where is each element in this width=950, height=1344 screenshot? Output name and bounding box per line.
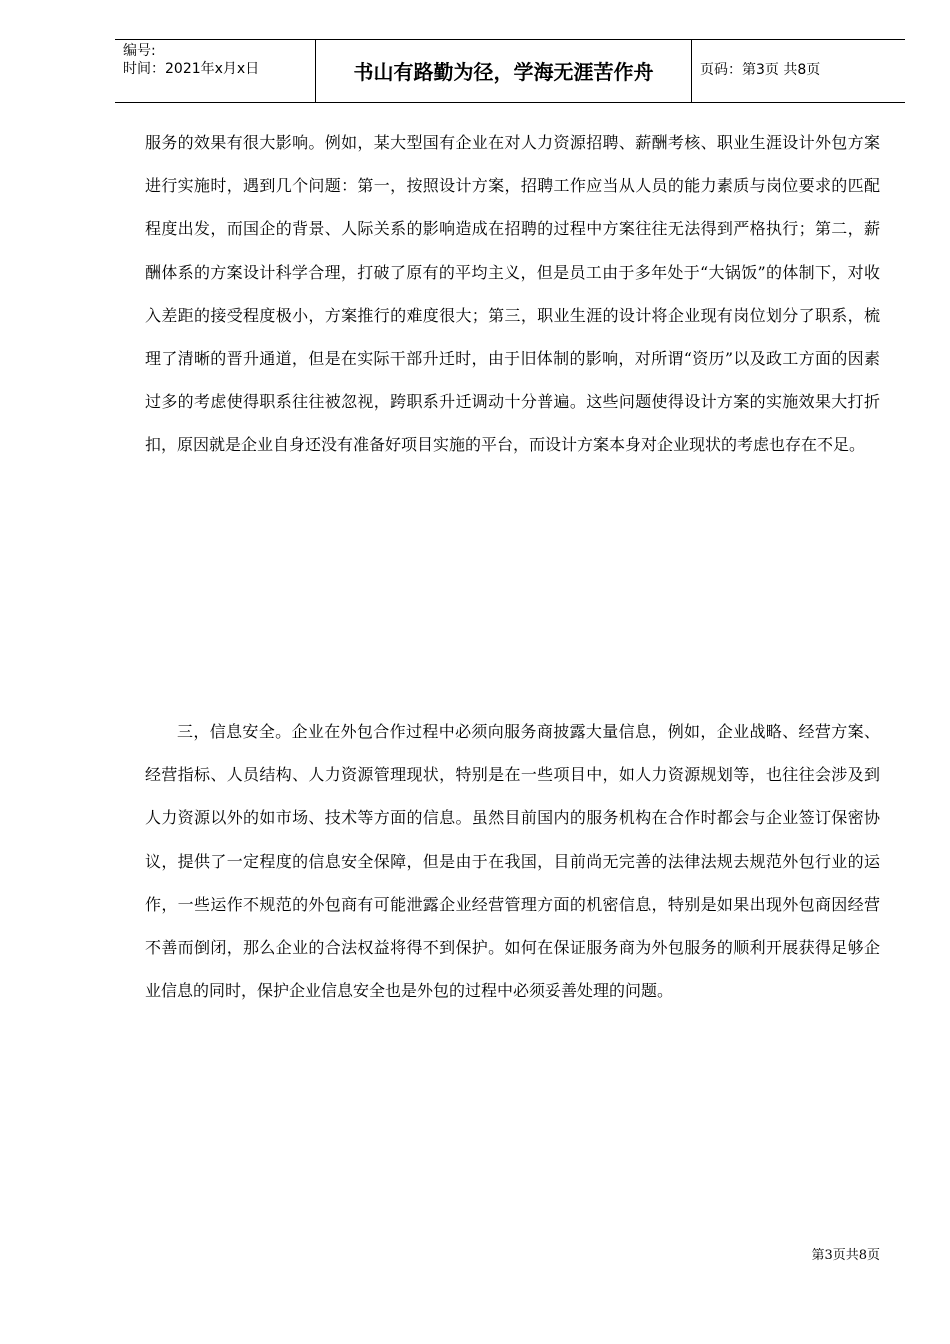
header-page-number: 页码：第3页 共8页 <box>700 62 821 78</box>
header-meta-cell <box>115 40 315 102</box>
footer-page-number: 第3页共8页 <box>811 1248 880 1263</box>
header-page-cell <box>691 40 905 102</box>
body-paragraph: 服务的效果有很大影响。例如，某大型国有企业在对人力资源招聘、薪酬考核、职业生涯设计外包方案进行实施时，遇到几个问题：第一，按照设计方案，招聘工作应当从人员的能力素质与岗位要求的匹配程度出发，而国企的背景、人际关系的影响造成在招聘的过程中方案往往无法得到严格执行；第二，薪酬体系的方案设计科学合理，打破了原有的平均主义，但是员工由于多年处于“大锅饭”的体制下，对收入差距的接受程度极小，方案推行的难度很大；第三，职业生涯的设计将企业现有岗位划分了职系，梳理了清晰的晋升通道，但是在实际干部升迁时，由于旧体制的影响，对所谓“资历”以及政工方面的因素过多的考虑使得职系往往被忽视，跨职系升迁调动十分普遍。这些问题使得设计方案的实施效果大打折扣，原因就是企业自身还没有准备好项目实施的平台，而设计方案本身对企业现状的考虑也存在不足。 <box>145 133 880 455</box>
document-number-label: 编号: <box>123 43 156 59</box>
document-time-label: 时间：2021年x月x日 <box>123 61 260 77</box>
page-header <box>115 39 905 103</box>
header-motto: 书山有路勤为径，学海无涯苦作舟 <box>353 60 654 84</box>
body-paragraph: 三，信息安全。企业在外包合作过程中必须向服务商披露大量信息，例如，企业战略、经营方案、经营指标、人员结构、人力资源管理现状，特别是在一些项目中，如人力资源规划等，也往往会涉及到人力资源以外的如市场、技术等方面的信息。虽然目前国内的服务机构在合作时都会与企业签订保密协议，提供了一定程度的信息安全保障，但是由于在我国，目前尚无完善的法律法规去规范外包行业的运作，一些运作不规范的外包商有可能泄露企业经营管理方面的机密信息，特别是如果出现外包商因经营不善而倒闭，那么企业的合法权益将得不到保护。如何在保证服务商为外包服务的顺利开展获得足够企业信息的同时，保护企业信息安全也是外包的过程中必须妥善处理的问题。 <box>145 722 880 1001</box>
header-motto-cell <box>315 40 692 102</box>
